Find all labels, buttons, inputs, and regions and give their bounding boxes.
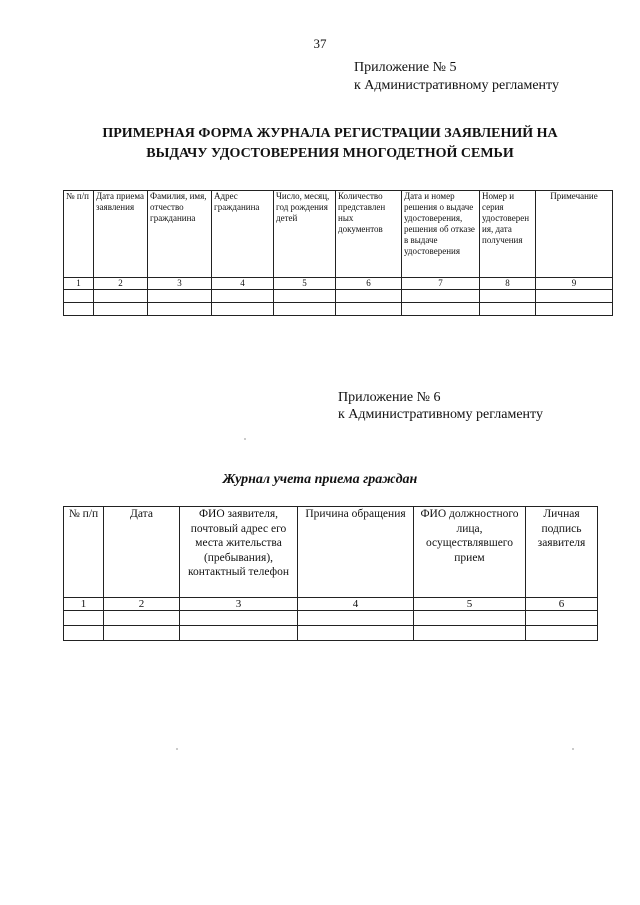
empty-cell	[536, 290, 613, 303]
header-cell: Дата приема заявления	[94, 191, 148, 278]
column-number: 2	[94, 278, 148, 290]
empty-cell	[298, 611, 414, 626]
table-row	[64, 303, 613, 316]
empty-cell	[536, 303, 613, 316]
table-row	[64, 611, 598, 626]
header-cell: Примечание	[536, 191, 613, 278]
empty-cell	[64, 626, 104, 641]
empty-cell	[64, 290, 94, 303]
header-cell: № п/п	[64, 191, 94, 278]
column-number: 7	[402, 278, 480, 290]
empty-cell	[402, 303, 480, 316]
annex5-heading-line1: ПРИМЕРНАЯ ФОРМА ЖУРНАЛА РЕГИСТРАЦИИ ЗАЯВЛЕНИЙ НА	[102, 126, 558, 141]
citizen-reception-journal-table	[63, 506, 598, 641]
empty-cell	[274, 303, 336, 316]
empty-cell	[64, 611, 104, 626]
column-number-row	[64, 278, 613, 290]
empty-cell	[148, 303, 212, 316]
header-cell: Причина обращения	[298, 507, 414, 598]
empty-cell	[480, 303, 536, 316]
column-number: 5	[414, 598, 526, 611]
table-header-row	[64, 507, 598, 598]
column-number: 5	[274, 278, 336, 290]
empty-cell	[104, 626, 180, 641]
empty-cell	[104, 611, 180, 626]
empty-cell	[274, 290, 336, 303]
annex5-heading	[40, 124, 620, 164]
column-number: 6	[336, 278, 402, 290]
empty-cell	[526, 626, 598, 641]
header-cell: Личная подпись заявителя	[526, 507, 598, 598]
empty-cell	[526, 611, 598, 626]
column-number: 4	[212, 278, 274, 290]
column-number: 3	[148, 278, 212, 290]
column-number: 4	[298, 598, 414, 611]
empty-cell	[148, 290, 212, 303]
empty-cell	[94, 303, 148, 316]
column-number: 1	[64, 598, 104, 611]
column-number: 6	[526, 598, 598, 611]
registration-journal-table	[63, 190, 613, 316]
empty-cell	[414, 626, 526, 641]
annex5-subtitle: к Административному регламенту	[354, 78, 559, 93]
table-row	[64, 626, 598, 641]
empty-cell	[336, 303, 402, 316]
empty-cell	[212, 303, 274, 316]
empty-cell	[94, 290, 148, 303]
annex5-title: Приложение № 5	[354, 60, 457, 75]
annex6-heading: Журнал учета приема граждан	[222, 472, 418, 487]
column-number: 8	[480, 278, 536, 290]
header-cell: Количество представлен ных документов	[336, 191, 402, 278]
header-cell: Число, месяц, год рождения детей	[274, 191, 336, 278]
header-cell: Номер и серия удостоверен ия, дата получения	[480, 191, 536, 278]
empty-cell	[480, 290, 536, 303]
empty-cell	[298, 626, 414, 641]
scan-speck	[572, 748, 574, 750]
column-number-row	[64, 598, 598, 611]
annex5-heading-line2: ВЫДАЧУ УДОСТОВЕРЕНИЯ МНОГОДЕТНОЙ СЕМЬИ	[146, 146, 514, 161]
header-cell: Адрес гражданина	[212, 191, 274, 278]
empty-cell	[212, 290, 274, 303]
header-cell: ФИО должностного лица, осуществлявшего прием	[414, 507, 526, 598]
scan-speck	[176, 748, 178, 750]
header-cell: Фамилия, имя, отчество гражданина	[148, 191, 212, 278]
empty-cell	[180, 611, 298, 626]
header-cell: Дата и номер решения о выдаче удостоверения, решения об отказе в выдаче удостоверения	[402, 191, 480, 278]
table-row	[64, 290, 613, 303]
empty-cell	[64, 303, 94, 316]
column-number: 1	[64, 278, 94, 290]
table-header-row	[64, 191, 613, 278]
column-number: 2	[104, 598, 180, 611]
scan-speck	[244, 438, 246, 440]
column-number: 3	[180, 598, 298, 611]
empty-cell	[180, 626, 298, 641]
page-number: 37	[313, 36, 327, 51]
empty-cell	[414, 611, 526, 626]
empty-cell	[336, 290, 402, 303]
header-cell: № п/п	[64, 507, 104, 598]
header-cell: Дата	[104, 507, 180, 598]
column-number: 9	[536, 278, 613, 290]
annex6-subtitle: к Административному регламенту	[338, 407, 543, 422]
header-cell: ФИО заявителя, почтовый адрес его места жительства (пребывания), контактный телефон	[180, 507, 298, 598]
empty-cell	[402, 290, 480, 303]
annex6-title: Приложение № 6	[338, 390, 441, 405]
